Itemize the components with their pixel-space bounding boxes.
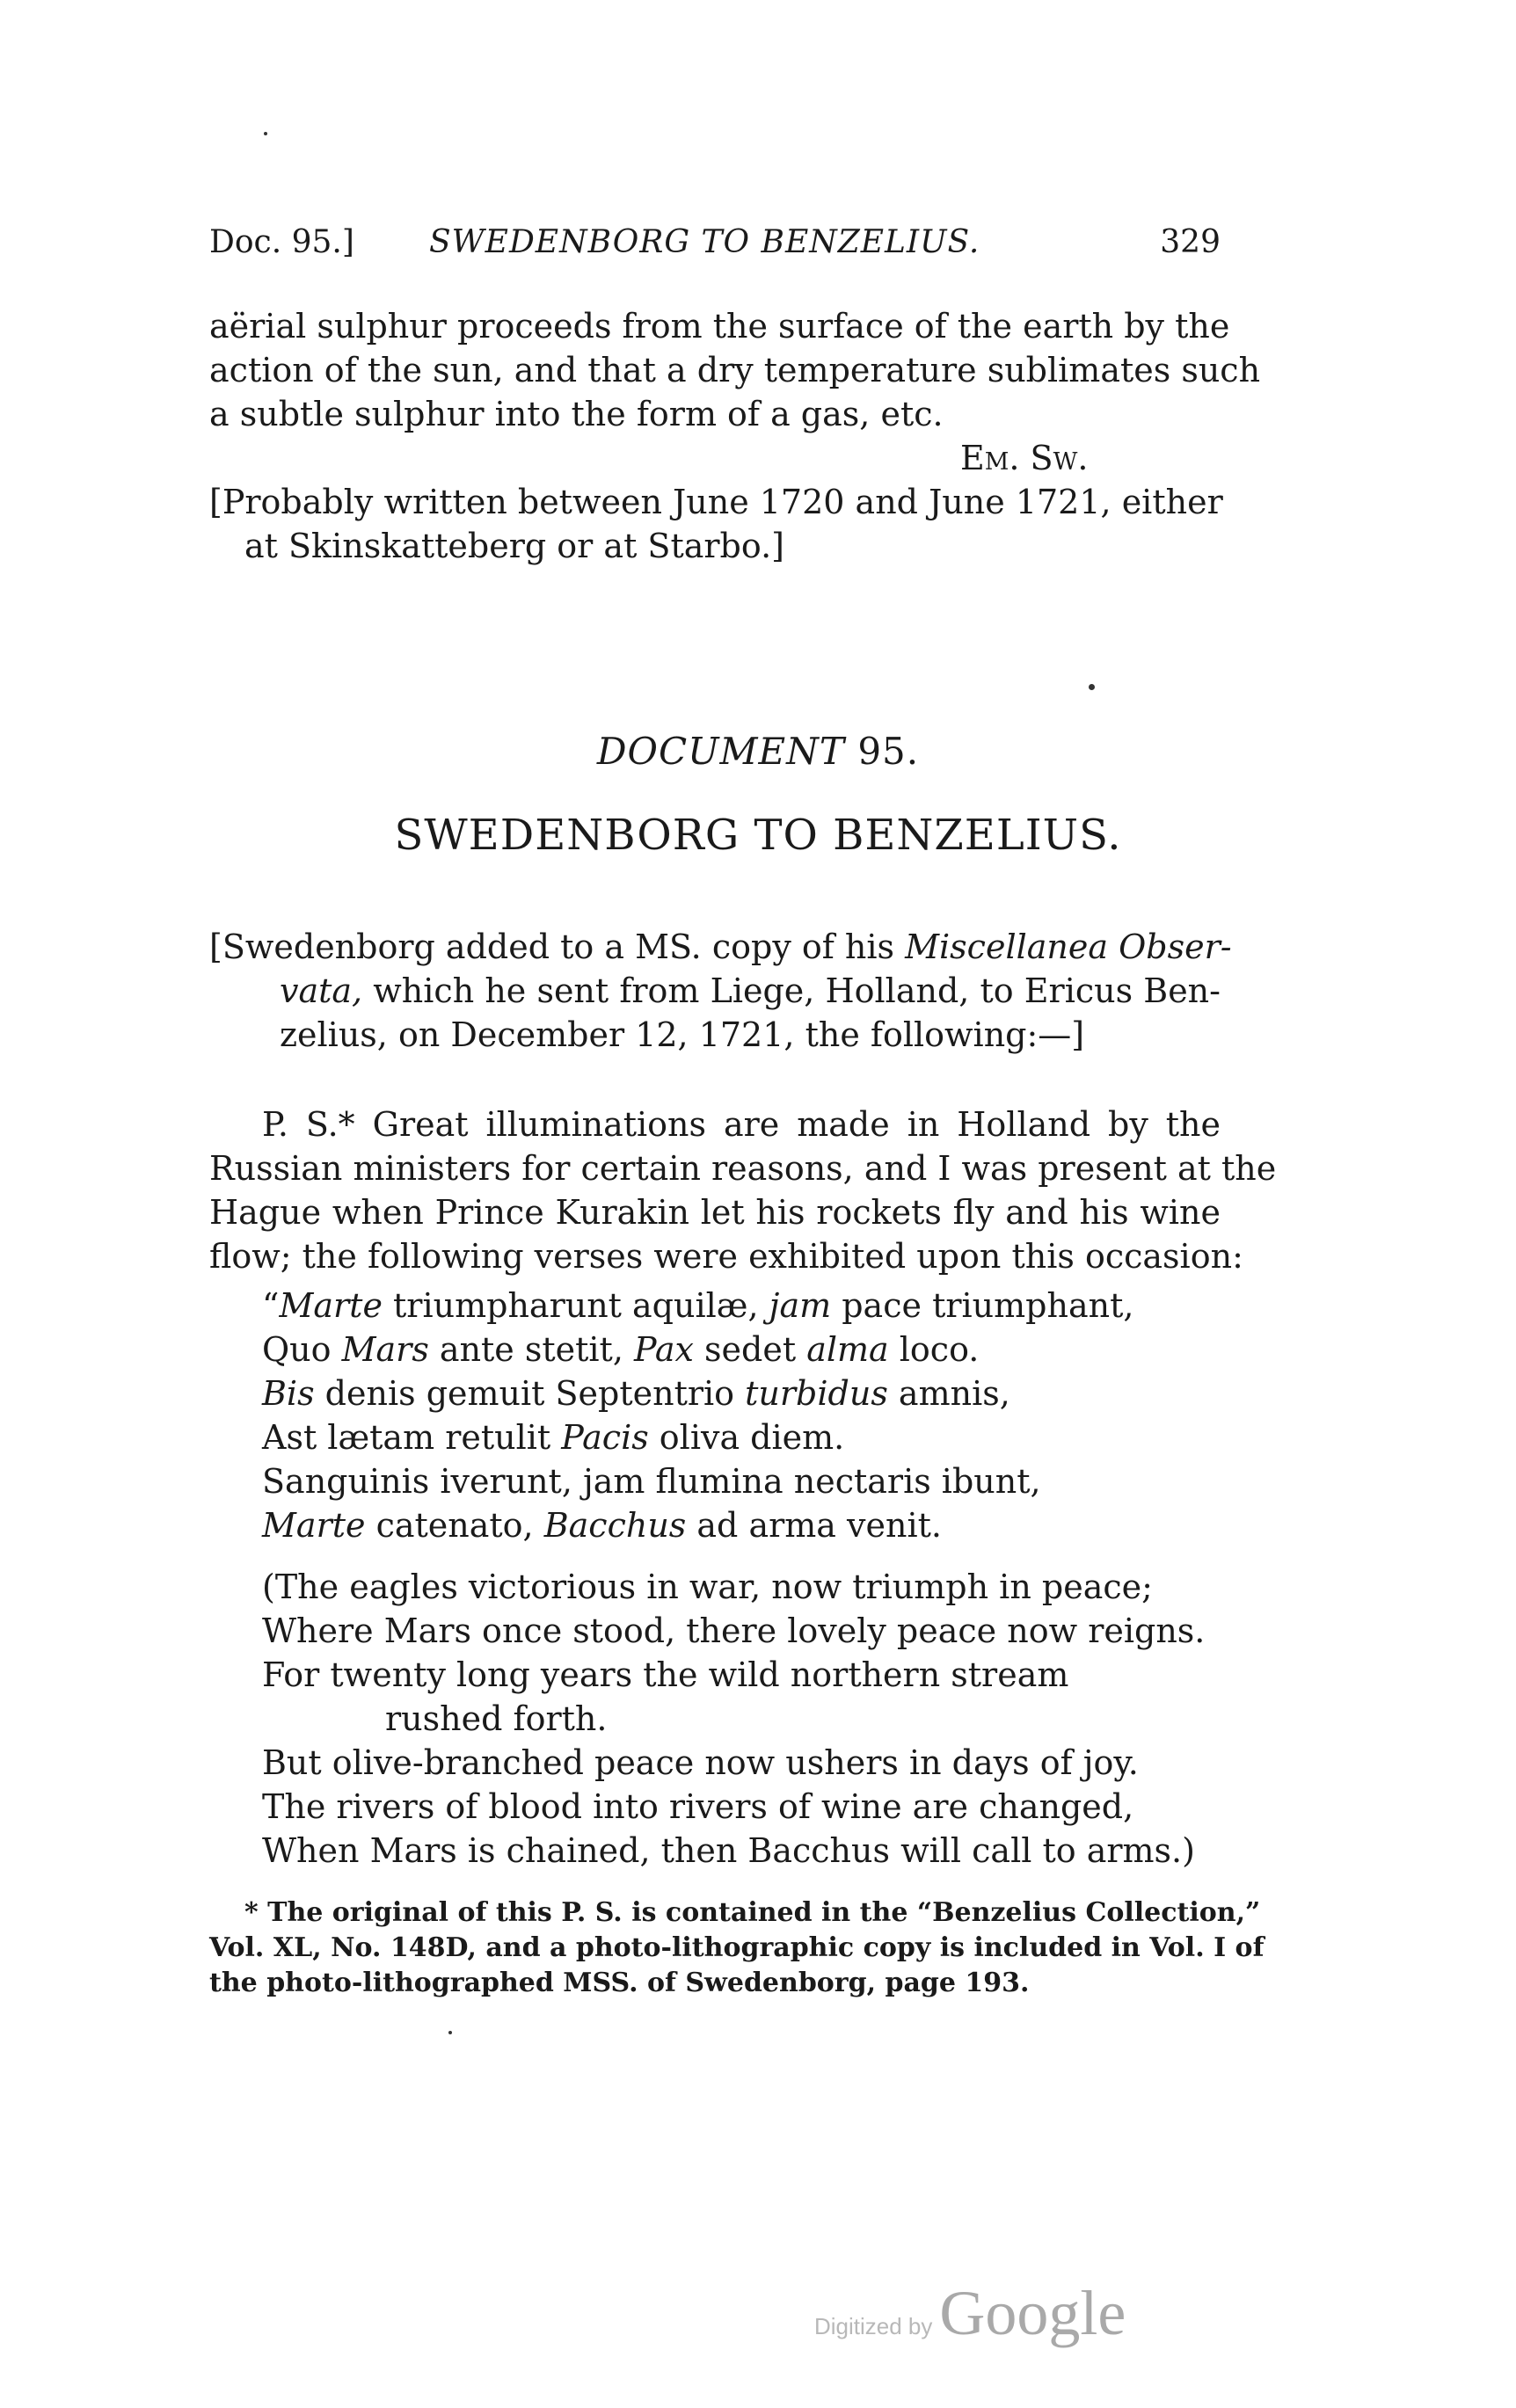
text-span: ante stetit,: [428, 1330, 634, 1369]
text-span: Ast lætam retulit: [262, 1418, 562, 1457]
footnote-line: the photo-lithographed MSS. of Swedenborg, page 193.: [209, 1968, 1030, 1998]
translation-line: But olive-branched peace now ushers in days of joy.: [262, 1743, 1139, 1782]
translation-line: rushed forth.: [385, 1699, 608, 1738]
text-span: oliva diem.: [648, 1418, 845, 1457]
italic-word: Pax: [634, 1330, 694, 1369]
latin-verses: [262, 1284, 1133, 1547]
translation-line: When Mars is chained, then Bacchus will call to arms.): [262, 1831, 1195, 1870]
italic-word: Bis: [262, 1374, 315, 1413]
verse-line: [262, 1503, 1133, 1547]
translation-line: The rivers of blood into rivers of wine are changed,: [262, 1787, 1134, 1826]
translation-line: For twenty long years the wild northern stream: [262, 1655, 1069, 1694]
text-line: Hague when Prince Kurakin let his rockets fly and his wine: [209, 1193, 1221, 1232]
document-word: DOCUMENT: [596, 730, 845, 773]
text-line: [209, 925, 1232, 969]
text-line: action of the sun, and that a dry temperature sublimates such: [209, 351, 1261, 389]
italic-word: Pacis: [561, 1418, 649, 1457]
verse-line: [262, 1415, 1133, 1459]
text-span: [Swedenborg added to a MS. copy of his: [209, 928, 906, 966]
google-logo: Google: [939, 2278, 1126, 2348]
postscript: [209, 1102, 1277, 1278]
italic-word: Mars: [341, 1330, 429, 1369]
text-line: P. S.* Great illuminations are made in Holland by the: [262, 1105, 1221, 1144]
digitized-watermark: [814, 2277, 1126, 2350]
text-span: loco.: [888, 1330, 980, 1369]
document-label: [0, 730, 1516, 773]
translation-line: Where Mars once stood, there lovely peace now reigns.: [262, 1611, 1206, 1650]
text-span: triumpharunt aquilæ,: [382, 1286, 769, 1325]
scan-speck: [1089, 684, 1095, 690]
text-span: Sanguinis iverunt, jam flumina nectaris ibunt,: [262, 1462, 1041, 1501]
footnote: [209, 1895, 1265, 2001]
document-number: 95.: [857, 730, 920, 773]
scan-speck: [448, 2031, 452, 2034]
italic-word: Marte: [279, 1286, 383, 1325]
text-span: Quo: [262, 1330, 342, 1369]
verse-line: [262, 1328, 1133, 1371]
text-span: “: [262, 1286, 280, 1325]
italic-word: jam: [769, 1286, 832, 1325]
text-line: at Skinskatteberg or at Starbo.]: [244, 527, 784, 565]
verse-line: [262, 1459, 1133, 1503]
text-span: catenato,: [365, 1506, 544, 1545]
intro-note: [209, 925, 1232, 1057]
footnote-line: * The original of this P. S. is contained in the “Benzelius Collection,”: [244, 1897, 1261, 1928]
text-span: amnis,: [887, 1374, 1010, 1413]
verse-line: [262, 1284, 1133, 1328]
translation: [262, 1565, 1205, 1873]
text-line: [Probably written between June 1720 and June 1721, either: [209, 483, 1223, 521]
text-span: pace triumphant,: [831, 1286, 1134, 1325]
page-number: 329: [1160, 224, 1221, 260]
footnote-line: Vol. XL, No. 148D, and a photo-lithographic copy is included in Vol. I of: [209, 1932, 1265, 1963]
text-line: aërial sulphur proceeds from the surface of the earth by the: [209, 307, 1230, 346]
text-line: a subtle sulphur into the form of a gas, etc.: [209, 395, 944, 433]
text-span: ad arma venit.: [686, 1506, 942, 1545]
text-line: Russian ministers for certain reasons, and I was present at the: [209, 1149, 1277, 1188]
text-span: which he sent from Liege, Holland, to Ericus Ben-: [362, 971, 1221, 1010]
signature: Em. Sw.: [960, 439, 1089, 477]
translation-line: (The eagles victorious in war, now triumph in peace;: [262, 1568, 1153, 1606]
verse-line: [262, 1371, 1133, 1415]
italic-word: turbidus: [745, 1374, 888, 1413]
text-span: sedet: [693, 1330, 807, 1369]
scan-speck: [264, 132, 267, 135]
opening-paragraph: [209, 304, 1261, 436]
dating-note: [209, 480, 1221, 568]
italic-word: Marte: [262, 1506, 366, 1545]
text-span: denis gemuit Septentrio: [314, 1374, 746, 1413]
italic-word: alma: [806, 1330, 889, 1369]
running-title: SWEDENBORG TO BENZELIUS.: [429, 224, 980, 260]
watermark-prefix: Digitized by: [814, 2313, 933, 2339]
italic-title: Miscellanea Obser-: [905, 928, 1232, 966]
text-line: flow; the following verses were exhibited upon this occasion:: [209, 1237, 1243, 1276]
text-line: [209, 969, 1221, 1013]
italic-word: Bacchus: [543, 1506, 687, 1545]
document-title: SWEDENBORG TO BENZELIUS.: [394, 811, 1122, 860]
doc-reference: Doc. 95.]: [209, 224, 354, 260]
text-line: zelius, on December 12, 1721, the following:—]: [280, 1015, 1085, 1054]
running-head: [209, 224, 1221, 268]
italic-title: vata,: [280, 971, 363, 1010]
